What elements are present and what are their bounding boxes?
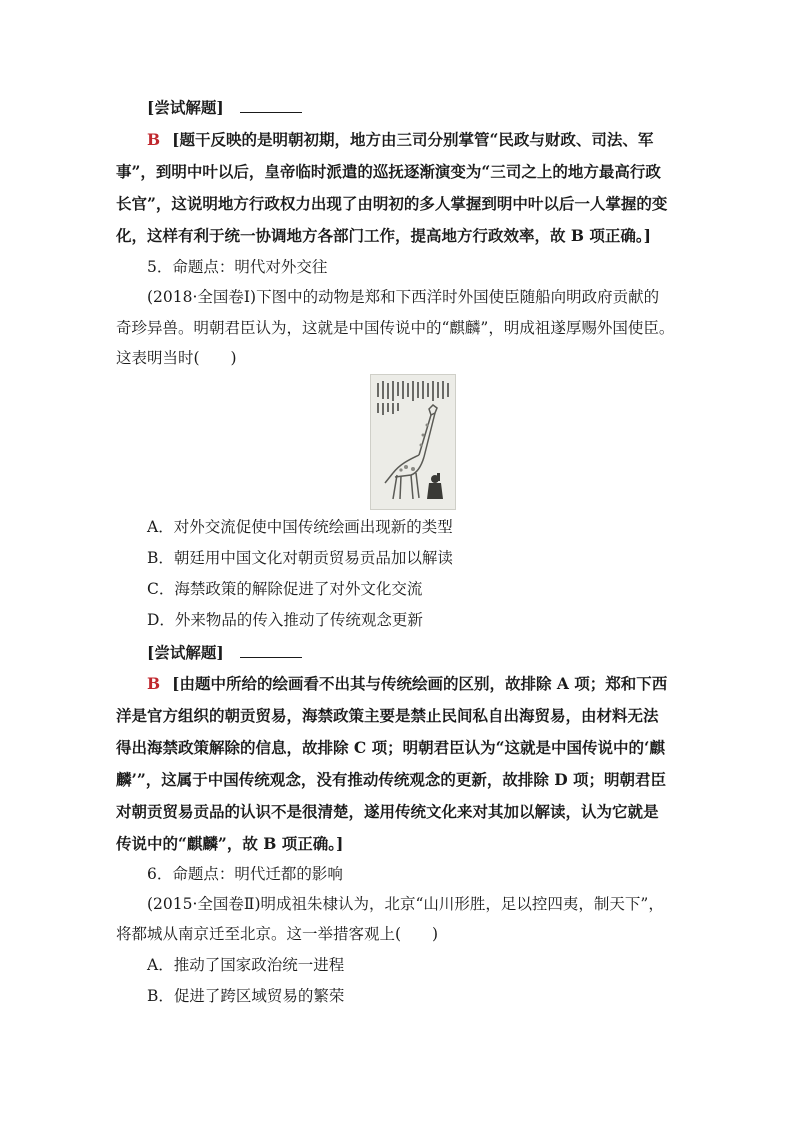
answer-text: 事”，到明中叶以后，皇帝临时派遣的巡抚逐渐演变为“三司之上的地方最高行政 [116, 162, 661, 181]
giraffe-painting-image [370, 374, 456, 510]
try-solve-label: [尝试解题] [147, 643, 224, 662]
try-solve-label: [尝试解题] [147, 98, 224, 117]
answer-text: [题干反映的是明朝初期，地方由三司分别掌管“民政与财政、司法、军 [172, 130, 654, 149]
answer-text: 洋是官方组织的朝贡贸易，海禁政策主要是禁止民间私自出海贸易，由材料无法 [116, 706, 659, 725]
option-a[interactable]: A．推动了国家政治统一进程 [147, 956, 345, 974]
try-solve-line [147, 98, 719, 118]
answer-text: 化，这样有利于统一协调地方各部门工作，提高地方行政效率，故 B 项正确。] [116, 226, 651, 245]
option-b[interactable]: B．朝廷用中国文化对朝贡贸易贡品加以解读 [147, 549, 453, 567]
answer-text: 得出海禁政策解除的信息，故排除 C 项；明朝君臣认为“这就是中国传说中的‘麒 [116, 738, 665, 757]
option-d[interactable]: D．外来物品的传入推动了传统观念更新 [147, 611, 423, 629]
answer-text: [由题中所给的绘画看不出其与传统绘画的区别，故排除 A 项；郑和下西 [172, 674, 668, 693]
answer-letter: B [147, 674, 161, 693]
try-solve-line [147, 643, 719, 663]
question-heading: 5．命题点：明代对外交往 [147, 258, 328, 276]
giraffe-icon [371, 375, 455, 509]
option-c[interactable]: C．海禁政策的解除促进了对外文化交流 [147, 580, 423, 598]
question-stem: 这表明当时( ) [116, 349, 237, 367]
question-stem: (2015·全国卷Ⅱ)明成祖朱棣认为，北京“山川形胜，足以控四夷，制天下”， [147, 895, 664, 913]
answer-blank[interactable] [240, 643, 302, 658]
option-b[interactable]: B．促进了跨区域贸易的繁荣 [147, 987, 345, 1005]
answer-blank[interactable] [240, 98, 302, 113]
answer-line [147, 130, 719, 150]
answer-line [147, 674, 719, 694]
answer-text: 麟’”，这属于中国传统观念，没有推动传统观念的更新，故排除 D 项；明朝君臣 [116, 770, 667, 789]
question-stem: 奇珍异兽。明朝君臣认为，这就是中国传说中的“麒麟”，明成祖遂厚赐外国使臣。 [116, 319, 675, 337]
option-a[interactable]: A．对外交流促使中国传统绘画出现新的类型 [147, 518, 453, 536]
answer-text: 对朝贡贸易贡品的认识不是很清楚，遂用传统文化来对其加以解读，认为它就是 [116, 802, 659, 821]
question-stem: (2018·全国卷Ⅰ)下图中的动物是郑和下西洋时外国使臣随船向明政府贡献的 [147, 288, 660, 306]
answer-letter: B [147, 130, 161, 149]
question-heading: 6．命题点：明代迁都的影响 [147, 865, 343, 883]
question-stem: 将都城从南京迁至北京。这一举措客观上( ) [116, 925, 439, 943]
answer-text: 长官”，这说明地方行政权力出现了由明初的多人掌握到明中叶以后一人掌握的变 [116, 194, 668, 213]
answer-text: 传说中的“麒麟”，故 B 项正确。] [116, 834, 344, 853]
